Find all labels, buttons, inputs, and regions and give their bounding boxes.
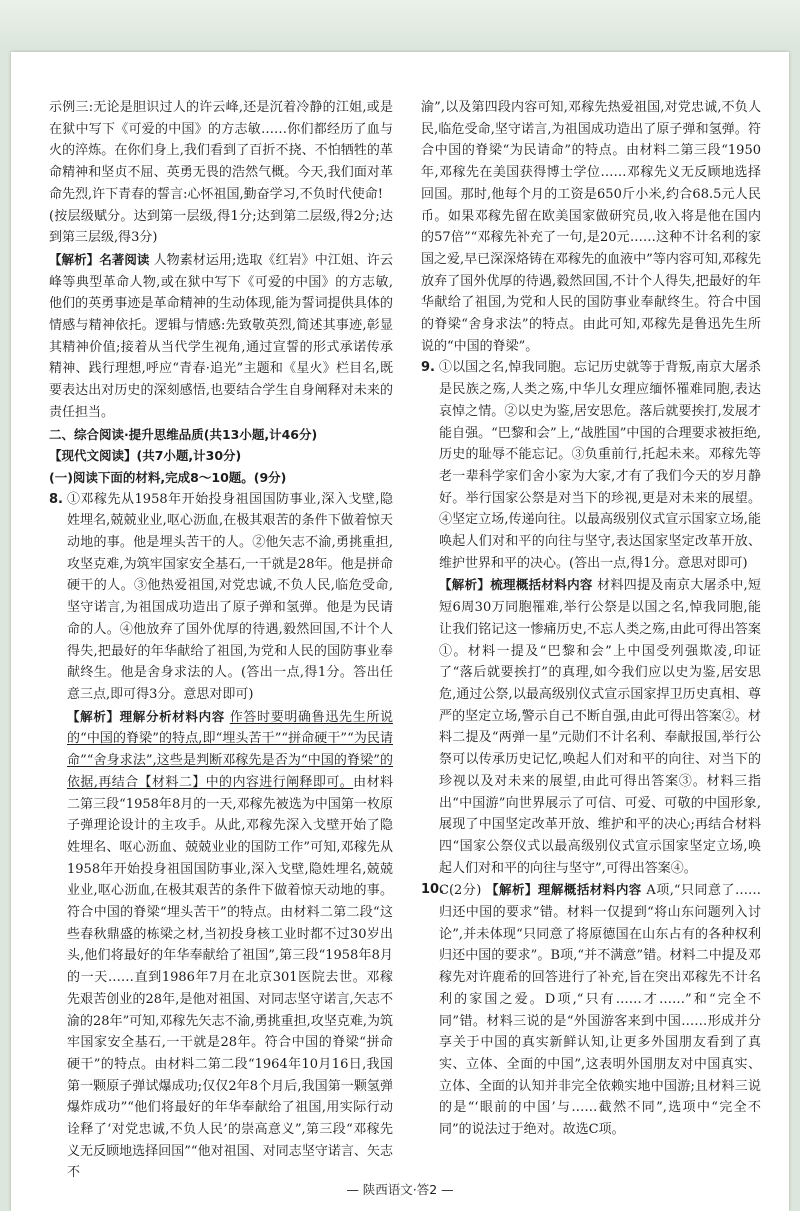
- q9-analysis-tag: 【解析】梳理概括材料内容: [439, 577, 593, 593]
- q8-analysis-text: 由材料二第三段“1958年8月的一天,邓稼先被选为中国第一枚原子弹理论设计的主攻手。从此,邓稼先深入戈壁开始了隐姓埋名、呕心沥血、兢兢业业的国防工作”可知,邓稼先从1958年开始投身祖国国防事业,深入戈壁,隐姓埋名,兢兢业业,呕心沥血,在极其艰苦的条件下做着惊天动地的事。符合中国的脊梁“埋头苦干”的特点。由材料二第二段“这些春秋鼎盛的栋梁之材,当初投身核工业时都不过30岁出头,他们将最好的年华奉献给了祖国”,第三段“1958年8月的一天……直到1986年7月在北京301医院去世。邓稼先艰苦创业的28年,是他对祖国、对同志坚守诺言,矢志不渝的28年”可知,邓稼先矢志不渝,勇挑重担,攻坚克难,为筑牢国家安全基石,一干就是28年。符合中国的脊梁“拼命硬干”的特点。由材料二第二段“1964年10月16日,我国第一颗原子弹试爆成功;仅仅2年8个月后,我国第一颗氢弹爆炸成功”“他们将最好的年华奉献给了祖国,用实际行动诠释了‘对党忠诚,不负人民’的崇高意义”,第三段“邓稼先义无反顾地选择回国”“他对祖国、对同志坚守诺言、矢志不: [67, 774, 393, 1181]
- analysis-paragraph: [49, 249, 393, 424]
- question-10-answer: [421, 879, 761, 1140]
- q9-analysis: [439, 574, 761, 879]
- q8-analysis: [67, 706, 393, 1184]
- question-number: 8.: [49, 491, 63, 507]
- answer-page: [11, 52, 789, 1211]
- question-number: 9.: [421, 360, 435, 376]
- question-8-answer: [49, 489, 393, 1185]
- subsection-heading: 【现代文阅读】(共7小题,计30分): [49, 448, 242, 464]
- question-number: 10.: [421, 882, 445, 898]
- q10-analysis-tag: 【解析】理解概括材料内容: [485, 882, 642, 898]
- reading-instruction: (一)阅读下面的材料,完成8～10题。(9分): [49, 469, 287, 485]
- q9-answer-text: ①以国之名,悼我同胞。忘记历史就等于背叛,南京大屠杀是民族之殇,人类之殇,中华儿女理应缅怀罹难同胞,表达哀悼之情。②以史为鉴,居安思危。落后就要挨打,发展才能自强。“巴黎和会”上,“战胜国”中国的合理要求被拒绝,历史的耻辱不能忘记。③负重前行,托起未来。邓稼先等老一辈科学家们舍小家为大家,才有了我们今天的岁月静好。举行国家公祭是对当下的珍视,更是对未来的展望。④坚定立场,传递向往。以最高级别仪式宣示国家立场,能唤起人们对和平的向往与坚守,表达国家坚定改革开放、维护世界和平的决心。(答出一点,得1分。意思对即可): [439, 360, 761, 571]
- question-9-answer: [421, 357, 761, 879]
- q10-analysis: [439, 879, 761, 1140]
- q8-continued-text: 渝”,以及第四段内容可知,邓稼先热爱祖国,对党忠诚,不负人民,临危受命,坚守诺言,为祖国成功造出了原子弹和氢弹。符合中国的脊梁“为民请命”的特点。由材料二第三段“1950年,邓稼先在美国获得博士学位……邓稼先义无反顾地选择回国。那时,他每个月的工资是650斤小米,约合68.5元人民币。如果邓稼先留在欧美国家做研究员,收入将是他在国内的57倍”“邓稼先补充了一句,是20元……这种不计名利的家国之爱,早已深深烙铸在邓稼先的血液中”等内容可知,邓稼先放弃了国外优厚的待遇,毅然回国,不计个人得失,把最好的年华献给了祖国,为党和人民的国防事业奉献终生。符合中国的脊梁“舍身求法”的特点。由此可知,邓稼先是鲁迅先生所说的“中国的脊梁”。: [421, 100, 761, 354]
- analysis-text: 人物素材运用;选取《红岩》中江姐、许云峰等典型革命人物,或在狱中写下《可爱的中国》的方志敏,他们的英勇事迹是革命精神的生动体现,能为誓词提供具体的情感与精神依托。逻辑与情感:先致敬英烈,简述其事迹,彰显其精神价值;接着从当代学生视角,通过宣誓的形式承诺传承精神、践行理想,呼应“青春·追光”主题和《星火》栏目名,既要表达出对历史的深刻感悟,也要结合学生自身阐释对未来的责任担当。: [49, 252, 393, 420]
- q10-analysis-text: A项,“只同意了……归还中国的要求”错。材料一仅提到“将山东问题列入讨论”,并未体现“只同意了将原德国在山东占有的各种权利归还中国的要求”。B项,“并不满意”错。材料二中提及邓稼先对许鹿希的回答进行了补充,旨在突出邓稼先不计名利的家国之爱。D项,“只有……才……”和“完全不同”错。材料三说的是“外国游客来到中国……形成并分享关于中国的真实新鲜认知,让更多外国朋友看到了真实、立体、全面的中国”,这表明外国朋友对中国真实、立体、全面的认知并非完全依赖实地中国游;且材料三说的是“‘眼前的中国’与……截然不同”,选项中“完全不同”的说法过于绝对。故选C项。: [439, 883, 761, 1138]
- scoring-note: (按层级赋分。达到第一层级,得1分;达到第二层级,得2分;达到第三层级,得3分): [49, 208, 393, 246]
- left-column: [49, 97, 393, 1184]
- viewer-top-band: [0, 0, 800, 52]
- page-footer: — 陕西语文·答2 —: [346, 1182, 454, 1197]
- q8-answer-text: ①邓稼先从1958年开始投身祖国国防事业,深入戈壁,隐姓埋名,兢兢业业,呕心沥血,在极其艰苦的条件下做着惊天动地的事。他是埋头苦干的人。②他矢志不渝,勇挑重担,攻坚克难,为筑牢国家安全基石,一干就是28年。他是拼命硬干的人。③他热爱祖国,对党忠诚,不负人民,临危受命,坚守诺言,为祖国成功造出了原子弹和氢弹。他是为民请命的人。④他放弃了国外优厚的待遇,毅然回国,不计个人得失,把最好的年华献给了祖国,为党和人民的国防事业奉献终生。他是舍身求法的人。(答出一点,得1分。答出任意三点,即可得3分。意思对即可): [67, 491, 393, 702]
- example-three-text: 示例三:无论是胆识过人的许云峰,还是沉着冷静的江姐,或是在狱中写下《可爱的中国》的方志敏……你们都经历了血与火的淬炼。在你们身上,我们看到了百折不挠、不怕牺牲的革命精神和坚贞不屈、英勇无畏的浩然气概。今天,我们面对革命先烈,许下青春的誓言:心怀祖国,勤奋学习,不负时代使命!: [49, 100, 393, 202]
- right-column: [421, 97, 761, 1141]
- q10-answer-lead: C(2分): [439, 883, 482, 899]
- q8-analysis-tag: 【解析】理解分析材料内容: [67, 708, 225, 724]
- q9-analysis-text: 材料四提及南京大屠杀中,短短6周30万同胞罹难,举行公祭是以国之名,悼我同胞,能让我们铭记这一惨痛历史,不忘人类之殇,由此可得出答案①。材料一提及“巴黎和会”上中国受列强欺凌,印证了“落后就要挨打”的真理,如今我们应以史为鉴,居安思危,通过公祭,以最高级别仪式宣示国家捍卫历史真相、尊严的坚定立场,警示自己不断自强,由此可得出答案②。材料二提及“两弹一星”元勋们不计名利、奉献报国,举行公祭可以传承历史记忆,唤起人们对和平的向往、对当下的珍视以及对未来的展望,由此可得出答案③。材料三指出“中国游”向世界展示了可信、可爱、可敬的中国形象,展现了中国坚定改革开放、维护和平的决心;再结合材料四“国家公祭仪式以最高级别仪式宣示国家坚定立场,唤起人们对和平的向往与坚守”,可得出答案④。: [439, 578, 761, 876]
- section-heading: 二、综合阅读·提升思维品质(共13小题,计46分): [49, 426, 318, 442]
- analysis-tag: 【解析】名著阅读: [49, 251, 150, 267]
- q8-underlined-text: 作答时要明确鲁迅先生所说的“中国的脊梁”的特点,即“埋头苦干”“拼命硬干”“为民请命”“舍身求法”,这些是判断邓稼先是否为“中国的脊梁”的依据,再结合【材料二】中的内容进行阐释即可。: [67, 709, 393, 790]
